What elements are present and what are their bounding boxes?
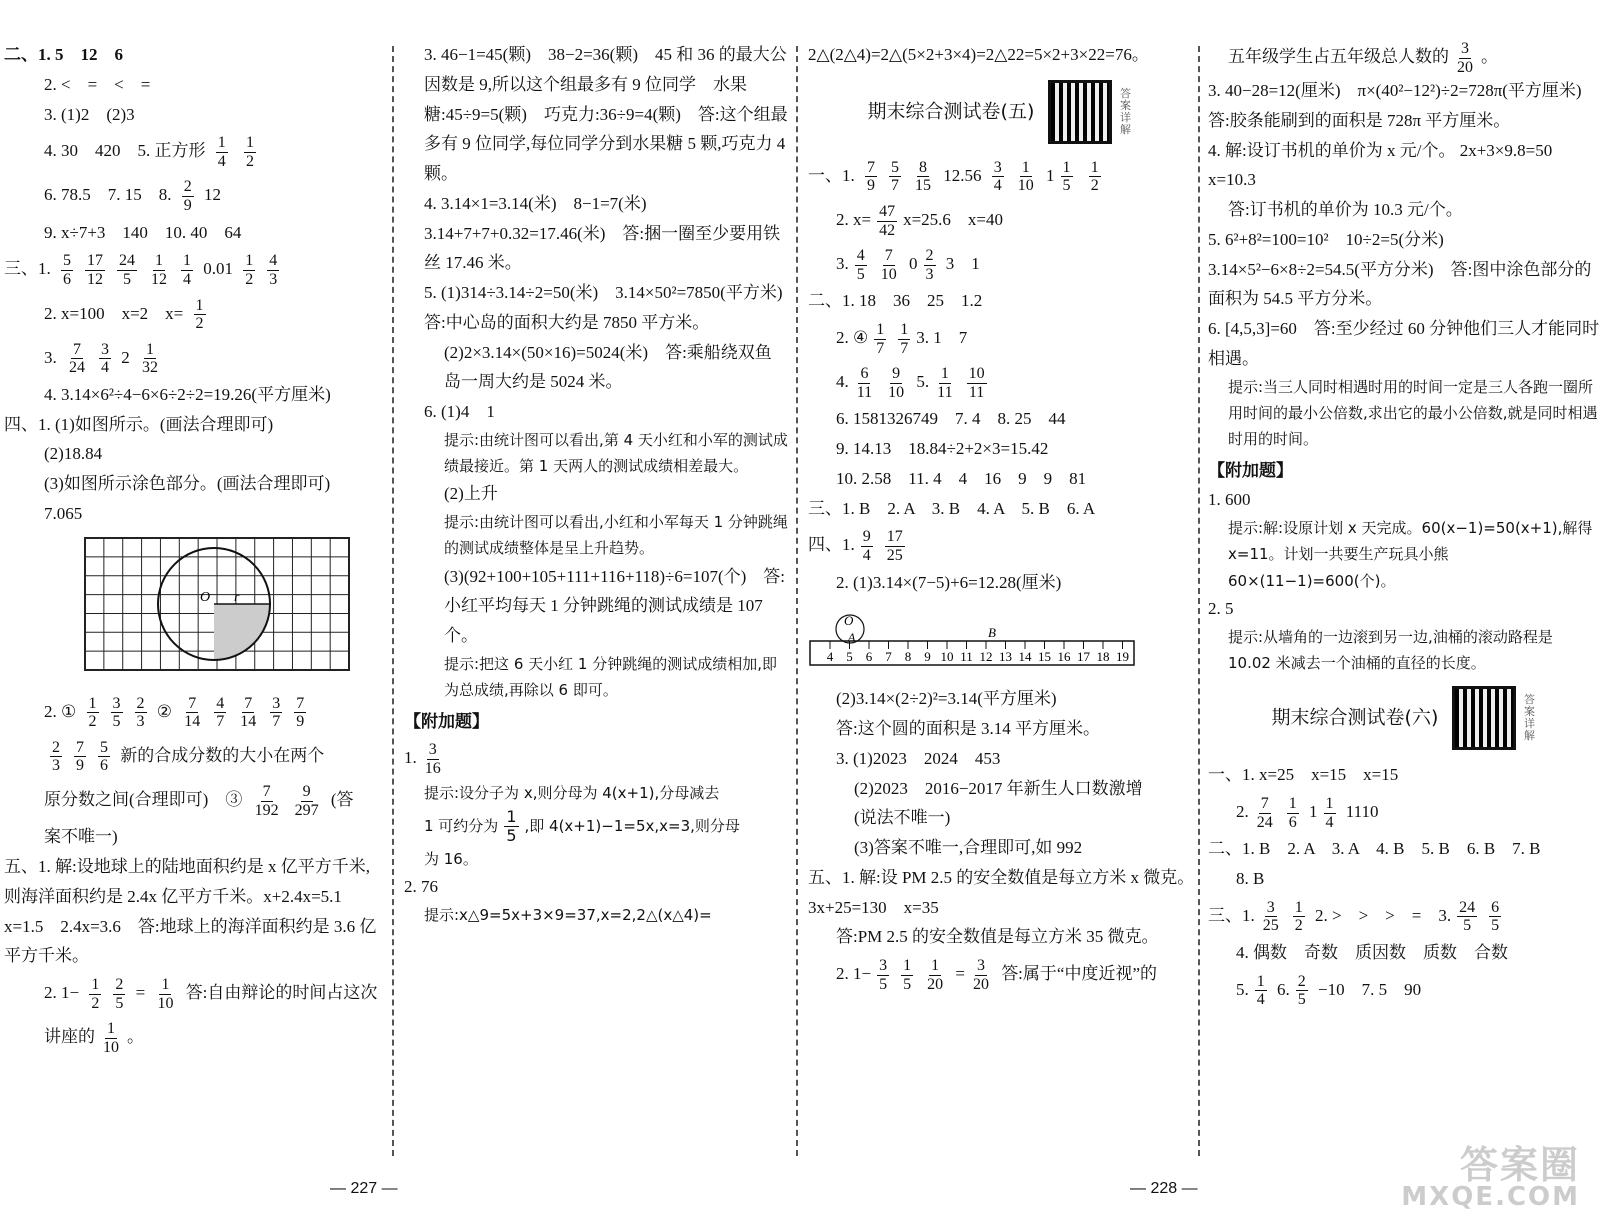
answer-paragraph: 4. 3.14×1=3.14(米) 8−1=7(米) 3.14+7+7+0.32=17.46(米) 答:捆一圈至少要用铁丝 17.46 米。 bbox=[424, 193, 781, 273]
answer-paragraph: (2)2×3.14×(50×16)=5024(米) 答:乘船绕双鱼岛一周大约是 5024 米。 bbox=[444, 342, 772, 392]
ruler-tick-label: 17 bbox=[1077, 649, 1090, 665]
answer-line: 2. ④ $\frac{1}{7}$ $\frac{1}{7}$ 3. 1 7 bbox=[836, 321, 968, 357]
answer-line: 二、1. 5 12 6 bbox=[4, 45, 123, 64]
fraction: $\frac{7}{24}$ bbox=[69, 340, 85, 377]
ruler-tick-label: 7 bbox=[885, 649, 892, 665]
hint-paragraph: 提示:解:设原计划 x 天完成。60(x−1)=50(x+1),解得 x=11。计划一共要生产玩具小熊 60×(11−1)=600(个)。 bbox=[1228, 519, 1593, 590]
hint-line: 为 16。 bbox=[424, 849, 478, 868]
answer-paragraph: 答:PM 2.5 的安全数值是每立方米 35 微克。 bbox=[836, 927, 1159, 947]
answer-line: 2. (1)3.14×(7−5)+6=12.28(厘米) bbox=[836, 572, 1062, 592]
answer-line: 9. 14.13 18.84÷2+2×3=15.42 bbox=[836, 439, 1049, 459]
fraction: $\frac{2}{5}$ bbox=[1297, 972, 1306, 1009]
point-a-label: A bbox=[848, 630, 856, 645]
qr-code-icon[interactable] bbox=[1452, 686, 1516, 750]
fraction: $\frac{7}{9}$ bbox=[76, 738, 84, 775]
fraction: $\frac{1}{7}$ bbox=[876, 321, 885, 357]
answer-paragraph: (3)(92+100+105+111+116+118)÷6=107(个) 答:小红平均每天 1 分钟跳绳的测试成绩是 107 个。 bbox=[444, 566, 786, 645]
point-o-label: O bbox=[844, 613, 854, 629]
answer-column-2 bbox=[404, 40, 800, 1160]
radius-label: r bbox=[234, 589, 240, 605]
fraction: $\frac{7}{14}$ bbox=[240, 694, 257, 731]
fraction: $\frac{3}{5}$ bbox=[879, 957, 888, 993]
answer-line: 3. (1)2023 2024 453 bbox=[836, 748, 1001, 768]
extra-questions-heading: 【附加题】 bbox=[404, 712, 489, 733]
fraction: $\frac{24}{5}$ bbox=[1459, 898, 1476, 935]
fraction: $\frac{1}{2}$ bbox=[91, 976, 100, 1012]
hint-line: 提示:x△9=5x+3×9=37,x=2,2△(x△4)= bbox=[424, 905, 712, 924]
answer-line: 4. 30 420 5. 正方形 $\frac{1}{4}$ $\frac{1}{2}$ bbox=[44, 134, 254, 170]
answer-line: 9. x÷7+3 140 10. 40 64 bbox=[44, 222, 242, 242]
answer-line: 四、1. $\frac{9}{4}$ $\frac{17}{25}$ bbox=[808, 528, 903, 565]
fraction: $\frac{1}{10}$ bbox=[103, 1020, 119, 1056]
answer-line: (2)上升 bbox=[444, 484, 498, 504]
point-b-label: B bbox=[988, 625, 996, 641]
fraction: $\frac{1}{2}$ bbox=[1294, 898, 1303, 935]
fraction: $\frac{9}{4}$ bbox=[862, 528, 871, 565]
fraction: $\frac{1}{7}$ bbox=[900, 321, 909, 357]
fraction: $\frac{5}{6}$ bbox=[63, 252, 71, 288]
answer-line: 五年级学生占五年级总人数的 $\frac{3}{20}$ 。 bbox=[1228, 40, 1498, 76]
answer-line: 4. $\frac{6}{11}$ $\frac{9}{10}$ 5. $\frac{1}{11}$ $\frac{10}{11}$ bbox=[836, 365, 985, 401]
answer-paragraph: 6. [4,5,3]=60 答:至少经过 60 分钟他们三人才能同时相遇。 bbox=[1208, 319, 1600, 368]
answer-line: 3. $\frac{7}{24}$ $\frac{3}{4}$ 2 $\frac{1}{32}$ bbox=[44, 340, 158, 377]
answer-line: 7.065 bbox=[44, 503, 83, 523]
fraction: $\frac{1}{2}$ bbox=[195, 296, 204, 333]
hint-line: 提示:设分子为 x,则分母为 4(x+1),分母减去 bbox=[424, 784, 720, 803]
section-title: 期末综合测试卷(五) 答案详解 bbox=[808, 80, 1192, 144]
answer-line: 2. ① $\frac{1}{2}$ $\frac{3}{5}$ $\frac{2}{3}$ ② $\frac{7}{14}$ $\frac{4}{7}$ $\frac{7}{14}$ $\frac{3}{7}$ $\frac{7}{9}$ bbox=[44, 694, 305, 731]
hint-paragraph: 提示:当三人同时相遇时用的时间一定是三人各跑一圈所用时间的最小公倍数,求出它的最小公倍数,就是同时相遇时用的时间。 bbox=[1228, 377, 1598, 449]
fraction: $\frac{7}{24}$ bbox=[1256, 794, 1273, 831]
circle-grid-figure bbox=[84, 537, 386, 682]
fraction: $\frac{5}{7}$ bbox=[891, 158, 899, 195]
fraction: $\frac{2}{3}$ bbox=[52, 738, 60, 775]
answer-line: 3. (1)2 (2)3 bbox=[44, 104, 135, 124]
fraction: $\frac{1}{2}$ bbox=[245, 252, 254, 288]
fraction: $\frac{1}{4}$ bbox=[1256, 972, 1265, 1009]
ruler-tick-label: 5 bbox=[846, 649, 853, 665]
answer-line: 4. 偶数 奇数 质因数 质数 合数 bbox=[1236, 942, 1508, 962]
qr-caption: 答案详解 bbox=[1523, 693, 1535, 743]
answer-line: 2. x=100 x=2 x= $\frac{1}{2}$ bbox=[44, 296, 204, 333]
fraction: $\frac{2}{9}$ bbox=[183, 178, 192, 215]
answer-line: 2. $\frac{7}{24}$ $\frac{1}{6}$ 1 $\frac{1}{4}$ 1110 bbox=[1236, 794, 1379, 831]
answer-paragraph: 五、1. 解:设地球上的陆地面积约是 x 亿平方千米,则海洋面积约是 2.4x 亿平方千米。x+2.4x=5.1 x=1.5 2.4x=3.6 答:地球上的海洋面积约是 3.6 亿平方千米。 bbox=[4, 857, 377, 966]
fraction: $\frac{5}{6}$ bbox=[100, 738, 108, 775]
answer-line: 2. 5 bbox=[1208, 598, 1234, 618]
ruler-tick-label: 19 bbox=[1116, 649, 1129, 665]
qr-code-icon[interactable] bbox=[1048, 80, 1112, 144]
fraction: $\frac{3}{25}$ bbox=[1262, 898, 1279, 935]
hint-paragraph: 提示:由统计图可以看出,小红和小军每天 1 分钟跳绳的测试成绩整体是呈上升趋势。 bbox=[444, 513, 788, 558]
fraction: $\frac{7}{10}$ bbox=[880, 247, 897, 283]
fraction: $\frac{10}{11}$ bbox=[968, 365, 985, 401]
ruler-tick-label: 11 bbox=[960, 649, 973, 665]
answer-line: (说法不唯一) bbox=[854, 808, 951, 828]
fraction: $\frac{24}{5}$ bbox=[119, 252, 135, 288]
fraction: $\frac{1}{2}$ bbox=[246, 134, 254, 170]
answer-paragraph: 3. 40−28=12(厘米) π×(40²−12²)÷2=728π(平方厘米) 答:胶条能刷到的面积是 728π 平方厘米。 bbox=[1208, 81, 1599, 130]
fraction: $\frac{4}{5}$ bbox=[856, 247, 865, 283]
ruler-tick-label: 9 bbox=[924, 649, 931, 665]
fraction: $\frac{1}{6}$ bbox=[1288, 794, 1297, 831]
answer-line: (2)18.84 bbox=[44, 444, 103, 464]
answer-paragraph: 2△(2△4)=2△(5×2+3×4)=2△22=5×2+3×22=76。 bbox=[808, 45, 1149, 64]
hint-paragraph: 提示:把这 6 天小红 1 分钟跳绳的测试成绩相加,即为总成绩,再除以 6 即可。 bbox=[444, 654, 777, 699]
fraction: $\frac{4}{7}$ bbox=[216, 694, 225, 731]
answer-column-3 bbox=[808, 40, 1203, 1160]
answer-line: 6. 1581326749 7. 4 8. 25 44 bbox=[836, 409, 1066, 429]
answer-line: 原分数之间(合理即可) ③ $\frac{7}{192}$ $\frac{9}{297}$ (答 bbox=[44, 783, 354, 819]
fraction: $\frac{3}{7}$ bbox=[272, 694, 281, 731]
answer-line: 二、1. 18 36 25 1.2 bbox=[808, 291, 983, 311]
fraction: $\frac{8}{15}$ bbox=[915, 158, 931, 195]
answer-line: 2. x= $\frac{47}{42}$ x=25.6 x=40 bbox=[836, 202, 1004, 239]
answer-line: 6. 78.5 7. 15 8. $\frac{2}{9}$ 12 bbox=[44, 178, 221, 215]
qr-caption: 答案详解 bbox=[1119, 86, 1131, 136]
hint-paragraph: 提示:从墙角的一边滚到另一边,油桶的滚动路程是 10.02 米减去一个油桶的直径的长度。 bbox=[1228, 627, 1553, 672]
fraction: $\frac{1}{20}$ bbox=[927, 957, 944, 993]
answer-line: 5. $\frac{1}{4}$ 6. $\frac{2}{5}$ −10 7. 5 90 bbox=[1236, 972, 1422, 1009]
page-number-left: — 227 — bbox=[330, 1180, 398, 1197]
fraction: $\frac{7}{14}$ bbox=[184, 694, 201, 731]
answer-paragraph: 5. 6²+8²=100=10² 10÷2=5(分米) 3.14×5²−6×8÷2=54.5(平方分米) 答:图中涂色部分的面积为 54.5 平方分米。 bbox=[1208, 229, 1592, 309]
ruler-figure bbox=[808, 603, 1192, 678]
fraction: $\frac{1}{10}$ bbox=[157, 976, 174, 1012]
fraction: $\frac{3}{20}$ bbox=[1457, 40, 1473, 76]
answer-line: (3)如图所示涂色部分。(画法合理即可) bbox=[44, 474, 331, 494]
answer-line: 10. 2.58 11. 4 4 16 9 9 81 bbox=[836, 468, 1087, 488]
answer-line: $\frac{2}{3}$ $\frac{7}{9}$ $\frac{5}{6}$ 新的合成分数的大小在两个 bbox=[52, 738, 325, 775]
answer-paragraph: 3. 46−1=45(颗) 38−2=36(颗) 45 和 36 的最大公因数是 9,所以这个组最多有 9 位同学 水果糖:45÷9=5(颗) 巧克力:36÷9=4(颗) 答:这个组最多有 9 位同学,每位同学分到水果糖 5 颗,巧克力 4 颗。 bbox=[424, 45, 788, 183]
answer-line: 三、1. $\frac{5}{6}$ $\frac{17}{12}$ $\frac{24}{5}$ $\frac{1}{12}$ $\frac{1}{4}$ 0.01 $\frac{1}{2}$ $\frac{4}{3}$ bbox=[4, 252, 278, 288]
fraction: $\frac{1}{4}$ bbox=[183, 252, 191, 288]
fraction: $\frac{4}{3}$ bbox=[269, 252, 278, 288]
answer-line: 4. 3.14×6²÷4−6×6÷2÷2=19.26(平方厘米) bbox=[44, 384, 331, 404]
fraction: $\frac{2}{3}$ bbox=[925, 247, 934, 283]
fraction: $\frac{1}{32}$ bbox=[142, 340, 158, 377]
fraction: $\frac{2}{3}$ bbox=[136, 694, 145, 731]
answer-line: 1. $\frac{3}{16}$ bbox=[404, 741, 441, 777]
fraction: $\frac{3}{16}$ bbox=[424, 741, 441, 777]
page-number-right: — 228 — bbox=[1130, 1180, 1198, 1197]
fraction: $\frac{7}{192}$ bbox=[254, 783, 279, 819]
ruler-tick-label: 4 bbox=[826, 649, 834, 665]
ruler-tick-label: 18 bbox=[1096, 649, 1110, 665]
fraction: $\frac{1}{5}$ bbox=[903, 957, 912, 993]
ruler-tick-label: 14 bbox=[1018, 649, 1032, 665]
answer-line: 2. 1− $\frac{3}{5}$ $\frac{1}{5}$ $\frac{1}{20}$ = $\frac{3}{20}$ 答:属于“中度近视”的 bbox=[836, 957, 1158, 993]
fraction: $\frac{1}{2}$ bbox=[88, 694, 97, 731]
answer-line: 四、1. (1)如图所示。(画法合理即可) bbox=[4, 414, 274, 434]
hint-line: 1 可约分为 $\frac{1}{5}$ ,即 4(x+1)−1=5x,x=3,则分母 bbox=[424, 807, 740, 845]
answer-paragraph: 4. 解:设订书机的单价为 x 元/个。 2x+3×9.8=50 x=10.3 bbox=[1208, 140, 1570, 190]
fraction: $\frac{3}{5}$ bbox=[112, 694, 121, 731]
fraction: $\frac{2}{5}$ bbox=[115, 976, 124, 1012]
answer-line: 6. (1)4 1 bbox=[424, 402, 495, 421]
answer-paragraph: 答:订书机的单价为 10.3 元/个。 bbox=[1228, 200, 1463, 220]
ruler-tick-label: 16 bbox=[1057, 649, 1071, 665]
answer-line: 2. 76 bbox=[404, 876, 438, 896]
answer-line: (2)3.14×(2÷2)²=3.14(平方厘米) bbox=[836, 689, 1057, 709]
column-divider bbox=[392, 46, 394, 1156]
answer-line: (2)2023 2016−2017 年新生人口数激增 bbox=[854, 778, 1143, 798]
fraction: $\frac{7}{9}$ bbox=[296, 694, 305, 731]
fraction: $\frac{9}{10}$ bbox=[888, 365, 905, 401]
ruler-tick-label: 13 bbox=[999, 649, 1012, 665]
fraction: $\frac{1}{4}$ bbox=[1325, 794, 1334, 831]
answer-line: 三、1. B 2. A 3. B 4. A 5. B 6. A bbox=[808, 498, 1096, 518]
ruler-tick-label: 15 bbox=[1038, 649, 1051, 665]
circle-center-label: O bbox=[200, 589, 211, 605]
answer-paragraph: 五、1. 解:设 PM 2.5 的安全数值是每立方米 x 微克。 3x+25=130 x=35 bbox=[808, 867, 1203, 917]
section-title: 期末综合测试卷(六) 答案详解 bbox=[1208, 686, 1600, 750]
answer-line: 案不唯一) bbox=[44, 827, 118, 847]
ruler-tick-label: 6 bbox=[865, 649, 873, 665]
fraction: $\frac{1}{11}$ bbox=[937, 365, 953, 401]
fraction: $\frac{1}{5}$ bbox=[506, 807, 517, 845]
hint-paragraph: 提示:由统计图可以看出,第 4 天小红和小军的测试成绩最接近。第 1 天两人的测试成绩相差最大。 bbox=[444, 430, 788, 475]
answer-line: 答:这个圆的面积是 3.14 平方厘米。 bbox=[836, 719, 1100, 739]
fraction: $\frac{1}{12}$ bbox=[151, 252, 167, 288]
answer-paragraph: 5. (1)314÷3.14÷2=50(米) 3.14×50²=7850(平方米) 答:中心岛的面积大约是 7850 平方米。 bbox=[424, 283, 800, 332]
answer-line: (3)答案不唯一,合理即可,如 992 bbox=[854, 838, 1083, 858]
answer-column-1 bbox=[4, 40, 386, 1160]
fraction: $\frac{3}{4}$ bbox=[101, 340, 109, 377]
fraction: $\frac{1}{10}$ bbox=[1017, 158, 1034, 195]
fraction: $\frac{3}{20}$ bbox=[972, 957, 989, 993]
column-divider bbox=[1198, 46, 1200, 1156]
fraction: $\frac{17}{12}$ bbox=[87, 252, 103, 288]
answer-line: 3. $\frac{4}{5}$ $\frac{7}{10}$ 0 $\frac{2}{3}$ 3 1 bbox=[836, 247, 980, 283]
fraction: $\frac{9}{297}$ bbox=[294, 783, 319, 819]
fraction: $\frac{1}{2}$ bbox=[1090, 158, 1099, 195]
answer-line: 8. B bbox=[1236, 868, 1265, 888]
answer-line: 2. 1− $\frac{1}{2}$ $\frac{2}{5}$ = $\frac{1}{10}$ 答:自由辩论的时间占这次 bbox=[44, 976, 378, 1012]
fraction: $\frac{47}{42}$ bbox=[879, 202, 896, 239]
extra-questions-heading: 【附加题】 bbox=[1208, 461, 1293, 482]
fraction: $\frac{3}{4}$ bbox=[993, 158, 1002, 195]
ruler-tick-label: 8 bbox=[904, 649, 912, 665]
fraction: $\frac{7}{9}$ bbox=[867, 158, 875, 195]
watermark-logo: 答案圈 MXQE.COM bbox=[1401, 1143, 1580, 1212]
answer-line: 讲座的 $\frac{1}{10}$ 。 bbox=[44, 1020, 144, 1056]
answer-line: 一、1. $\frac{7}{9}$ $\frac{5}{7}$ $\frac{8}{15}$ 12.56 $\frac{3}{4}$ $\frac{1}{10}$ 1 $\frac{1}{5}$ $\frac{1}{2}$ bbox=[808, 158, 1099, 195]
answer-line: 二、1. B 2. A 3. A 4. B 5. B 6. B 7. B bbox=[1208, 839, 1541, 859]
answer-line: 一、1. x=25 x=15 x=15 bbox=[1208, 765, 1399, 785]
fraction: $\frac{6}{5}$ bbox=[1491, 898, 1500, 935]
answer-line: 1. 600 bbox=[1208, 490, 1251, 510]
answer-column-4 bbox=[1208, 40, 1600, 1160]
fraction: $\frac{1}{4}$ bbox=[217, 134, 226, 170]
ruler-tick-label: 12 bbox=[979, 649, 993, 665]
fraction: $\frac{17}{25}$ bbox=[886, 528, 903, 565]
answer-line: 2. < = < = bbox=[44, 74, 151, 94]
column-divider bbox=[796, 46, 798, 1156]
ruler-tick-label: 10 bbox=[940, 649, 954, 665]
fraction: $\frac{1}{5}$ bbox=[1062, 158, 1071, 195]
fraction: $\frac{6}{11}$ bbox=[856, 365, 873, 401]
answer-line: 三、1. $\frac{3}{25}$ $\frac{1}{2}$ 2. > > > = 3. $\frac{24}{5}$ $\frac{6}{5}$ bbox=[1208, 898, 1500, 935]
